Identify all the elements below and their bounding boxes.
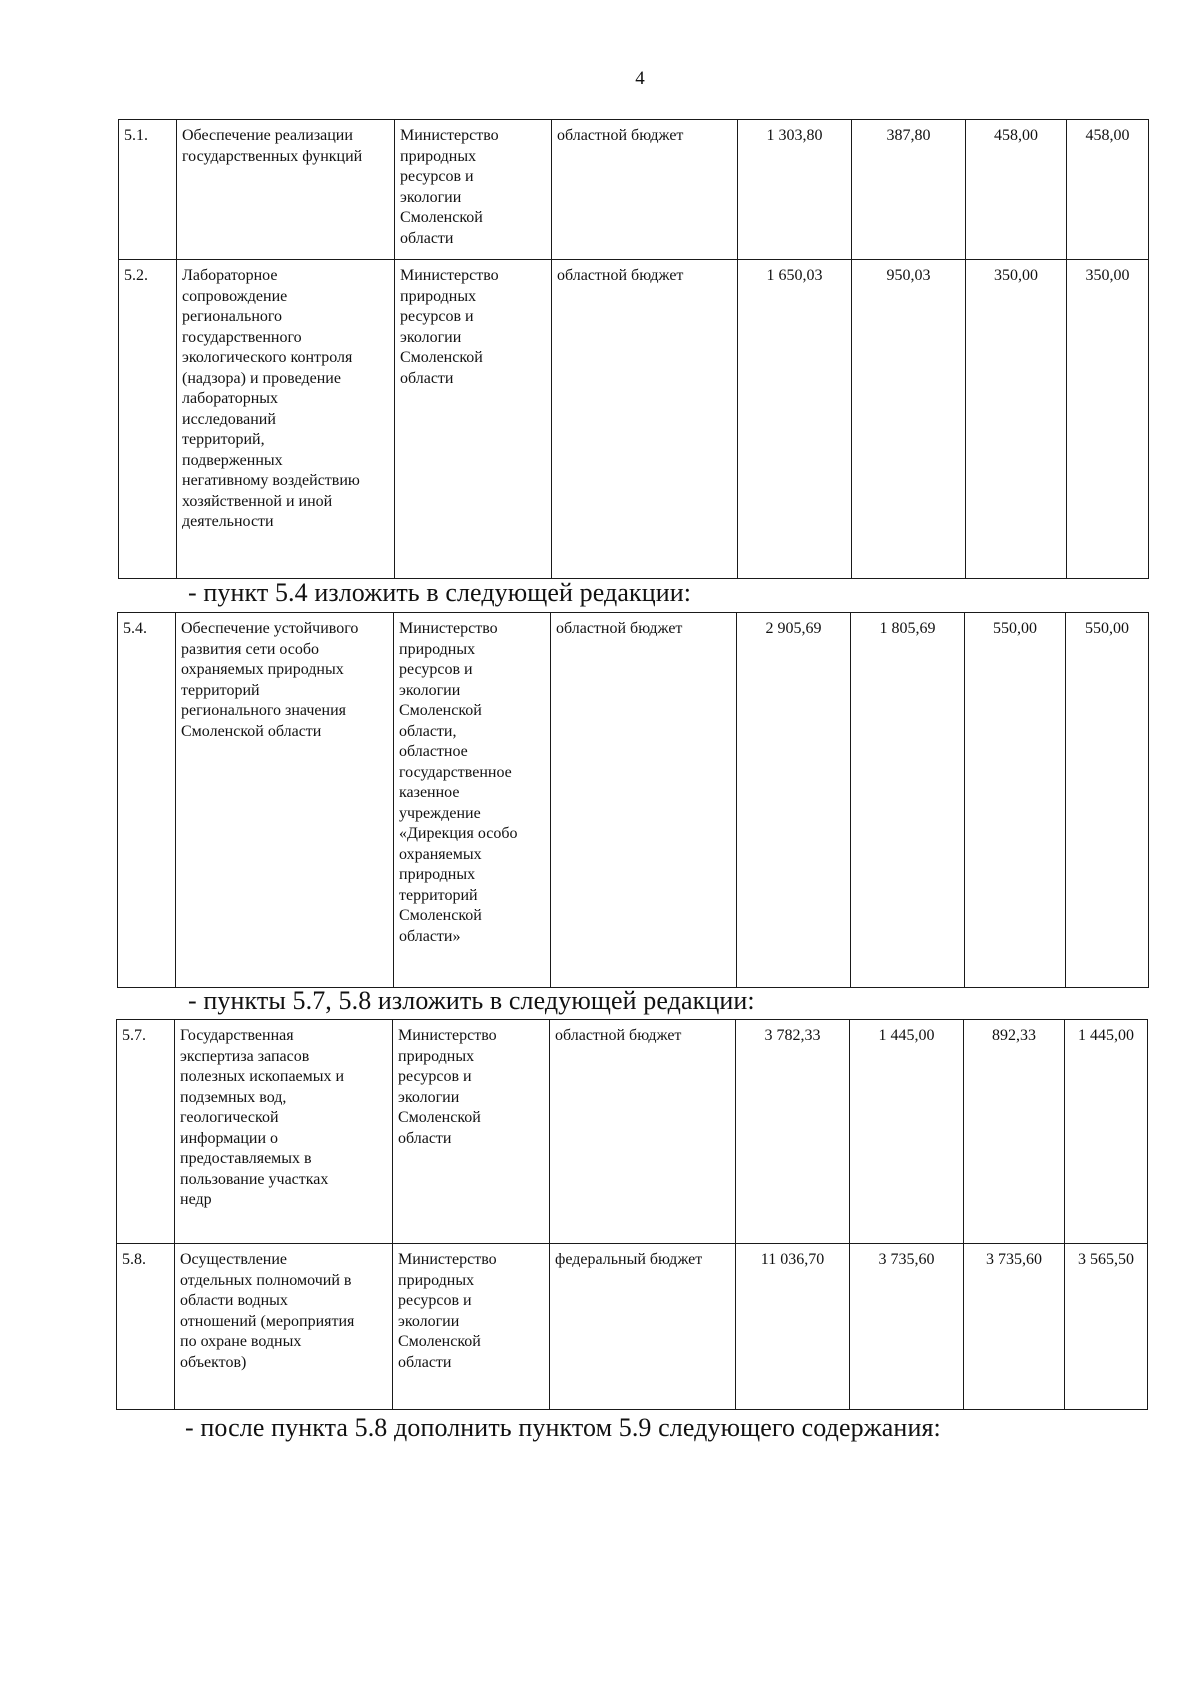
cell-text-line: Обеспечение устойчивого — [181, 620, 359, 637]
cell-text-line: объектов) — [180, 1353, 247, 1371]
responsible-cell — [395, 260, 552, 579]
cell-text-line: природных — [400, 287, 477, 305]
cell-text-line: экологии — [399, 681, 461, 699]
cell-text-line: предоставляемых в — [180, 1150, 312, 1167]
year-1-amount-cell: 950,03 — [852, 260, 966, 579]
cell-text-line: природных — [400, 147, 477, 165]
cell-text-line: недр — [180, 1191, 212, 1208]
responsible-cell — [393, 1244, 550, 1410]
table-row — [118, 613, 1149, 988]
year-2-amount-cell: 550,00 — [965, 613, 1066, 988]
cell-text-line: отдельных полномочий в — [180, 1271, 352, 1289]
cell-text-line: природных — [398, 1271, 475, 1289]
year-2-amount-cell: 350,00 — [966, 260, 1067, 579]
item-name-cell — [175, 1020, 393, 1244]
total-amount-cell: 3 782,33 — [736, 1020, 850, 1244]
cell-text-line: подверженных — [182, 451, 283, 469]
cell-text-line: Министерство — [398, 1251, 497, 1268]
cell-text-line: Министерство — [398, 1027, 497, 1044]
cell-text-line: Смоленской — [398, 1109, 481, 1126]
amendment-instruction: - пункты 5.7, 5.8 изложить в следующей редакции: — [188, 986, 755, 1015]
cell-text-line: области — [400, 369, 454, 387]
cell-text-line: экспертиза запасов — [180, 1047, 310, 1065]
table-row — [117, 1244, 1148, 1410]
funding-source-cell: областной бюджет — [551, 613, 737, 988]
cell-text-line: охраняемых — [399, 845, 482, 863]
item-number-cell: 5.2. — [119, 260, 177, 579]
item-number-cell: 5.7. — [117, 1020, 175, 1244]
cell-text-line: развития сети особо — [181, 640, 320, 658]
cell-text-line: (надзора) и проведение — [182, 369, 341, 387]
item-number-cell: 5.1. — [119, 120, 177, 260]
cell-text-line: регионального значения — [181, 702, 347, 719]
cell-text-line: Министерство — [400, 127, 499, 144]
cell-text-line: области — [400, 229, 454, 247]
budget-table-2 — [117, 612, 1149, 988]
cell-text-line: территорий — [399, 886, 478, 904]
cell-text-line: ресурсов и — [400, 308, 474, 325]
cell-text-line: территорий — [181, 681, 260, 699]
cell-text-line: ресурсов и — [400, 168, 474, 185]
funding-source-cell: областной бюджет — [550, 1020, 736, 1244]
year-3-amount-cell: 1 445,00 — [1065, 1020, 1148, 1244]
cell-text-line: области» — [399, 927, 461, 945]
page-number: 4 — [635, 68, 645, 89]
item-name-cell — [175, 1244, 393, 1410]
cell-text-line: Министерство — [399, 620, 498, 637]
cell-text-line: Осуществление — [180, 1251, 288, 1268]
cell-text-line: области, — [399, 722, 457, 740]
cell-text-line: казенное — [399, 784, 460, 801]
year-3-amount-cell: 3 565,50 — [1065, 1244, 1148, 1410]
cell-text-line: учреждение — [399, 804, 481, 822]
cell-text-line: области водных — [180, 1292, 288, 1309]
budget-table-1 — [118, 119, 1149, 579]
total-amount-cell: 1 303,80 — [738, 120, 852, 260]
total-amount-cell: 2 905,69 — [737, 613, 851, 988]
cell-text-line: Обеспечение реализации — [182, 127, 353, 144]
item-name-cell — [177, 120, 395, 260]
cell-text-line: Министерство — [400, 267, 499, 284]
year-2-amount-cell: 892,33 — [964, 1020, 1065, 1244]
total-amount-cell: 1 650,03 — [738, 260, 852, 579]
cell-text-line: Лабораторное — [182, 267, 278, 284]
responsible-cell — [394, 613, 551, 988]
year-3-amount-cell: 350,00 — [1067, 260, 1149, 579]
cell-text-line: по охране водных — [180, 1333, 302, 1350]
cell-text-line: природных — [399, 866, 476, 883]
year-1-amount-cell: 387,80 — [852, 120, 966, 260]
cell-text-line: «Дирекция особо — [399, 825, 518, 842]
cell-text-line: экологии — [400, 328, 462, 346]
funding-source-cell: областной бюджет — [552, 120, 738, 260]
year-3-amount-cell: 550,00 — [1066, 613, 1149, 988]
table-row — [117, 1020, 1148, 1244]
funding-source-cell: федеральный бюджет — [550, 1244, 736, 1410]
table-row — [119, 260, 1149, 579]
item-number-cell: 5.4. — [118, 613, 176, 988]
cell-text-line: природных — [399, 640, 476, 658]
funding-source-cell: областной бюджет — [552, 260, 738, 579]
cell-text-line: исследований — [182, 410, 276, 428]
table-row — [119, 120, 1149, 260]
cell-text-line: территорий, — [182, 431, 265, 448]
item-name-cell — [177, 260, 395, 579]
cell-text-line: области — [398, 1129, 452, 1147]
cell-text-line: полезных ископаемых и — [180, 1068, 345, 1085]
item-number-cell: 5.8. — [117, 1244, 175, 1410]
cell-text-line: Смоленской — [399, 702, 482, 719]
cell-text-line: лабораторных — [182, 390, 279, 407]
cell-text-line: областное — [399, 743, 468, 760]
cell-text-line: негативному воздействию — [182, 472, 360, 489]
cell-text-line: государственного — [182, 328, 302, 346]
amendment-instruction: - после пункта 5.8 дополнить пунктом 5.9 следующего содержания: — [185, 1413, 941, 1442]
cell-text-line: ресурсов и — [398, 1068, 472, 1085]
cell-text-line: отношений (мероприятия — [180, 1312, 355, 1330]
cell-text-line: экологии — [398, 1312, 460, 1330]
cell-text-line: государственных функций — [182, 147, 363, 165]
cell-text-line: хозяйственной и иной — [182, 492, 333, 510]
total-amount-cell: 11 036,70 — [736, 1244, 850, 1410]
item-name-cell — [176, 613, 394, 988]
cell-text-line: геологической — [180, 1109, 279, 1126]
cell-text-line: области — [398, 1353, 452, 1371]
cell-text-line: Государственная — [180, 1027, 294, 1044]
cell-text-line: Смоленской области — [181, 722, 322, 740]
cell-text-line: Смоленской — [400, 209, 483, 226]
cell-text-line: сопровождение — [182, 287, 288, 305]
cell-text-line: природных — [398, 1047, 475, 1065]
cell-text-line: регионального — [182, 308, 283, 325]
cell-text-line: экологии — [398, 1088, 460, 1106]
cell-text-line: экологического контроля — [182, 349, 353, 366]
responsible-cell — [393, 1020, 550, 1244]
year-3-amount-cell: 458,00 — [1067, 120, 1149, 260]
cell-text-line: подземных вод, — [180, 1088, 287, 1106]
cell-text-line: охраняемых природных — [181, 661, 344, 678]
cell-text-line: ресурсов и — [399, 661, 473, 678]
year-1-amount-cell: 3 735,60 — [850, 1244, 964, 1410]
cell-text-line: Смоленской — [400, 349, 483, 366]
cell-text-line: информации о — [180, 1129, 279, 1147]
year-2-amount-cell: 3 735,60 — [964, 1244, 1065, 1410]
responsible-cell — [395, 120, 552, 260]
amendment-instruction: - пункт 5.4 изложить в следующей редакции: — [188, 578, 692, 607]
budget-table-3 — [116, 1019, 1148, 1410]
cell-text-line: экологии — [400, 188, 462, 206]
year-2-amount-cell: 458,00 — [966, 120, 1067, 260]
cell-text-line: ресурсов и — [398, 1292, 472, 1309]
cell-text-line: государственное — [399, 763, 512, 781]
year-1-amount-cell: 1 445,00 — [850, 1020, 964, 1244]
year-1-amount-cell: 1 805,69 — [851, 613, 965, 988]
cell-text-line: Смоленской — [398, 1333, 481, 1350]
cell-text-line: Смоленской — [399, 907, 482, 924]
cell-text-line: пользование участках — [180, 1170, 329, 1188]
cell-text-line: деятельности — [182, 513, 274, 530]
